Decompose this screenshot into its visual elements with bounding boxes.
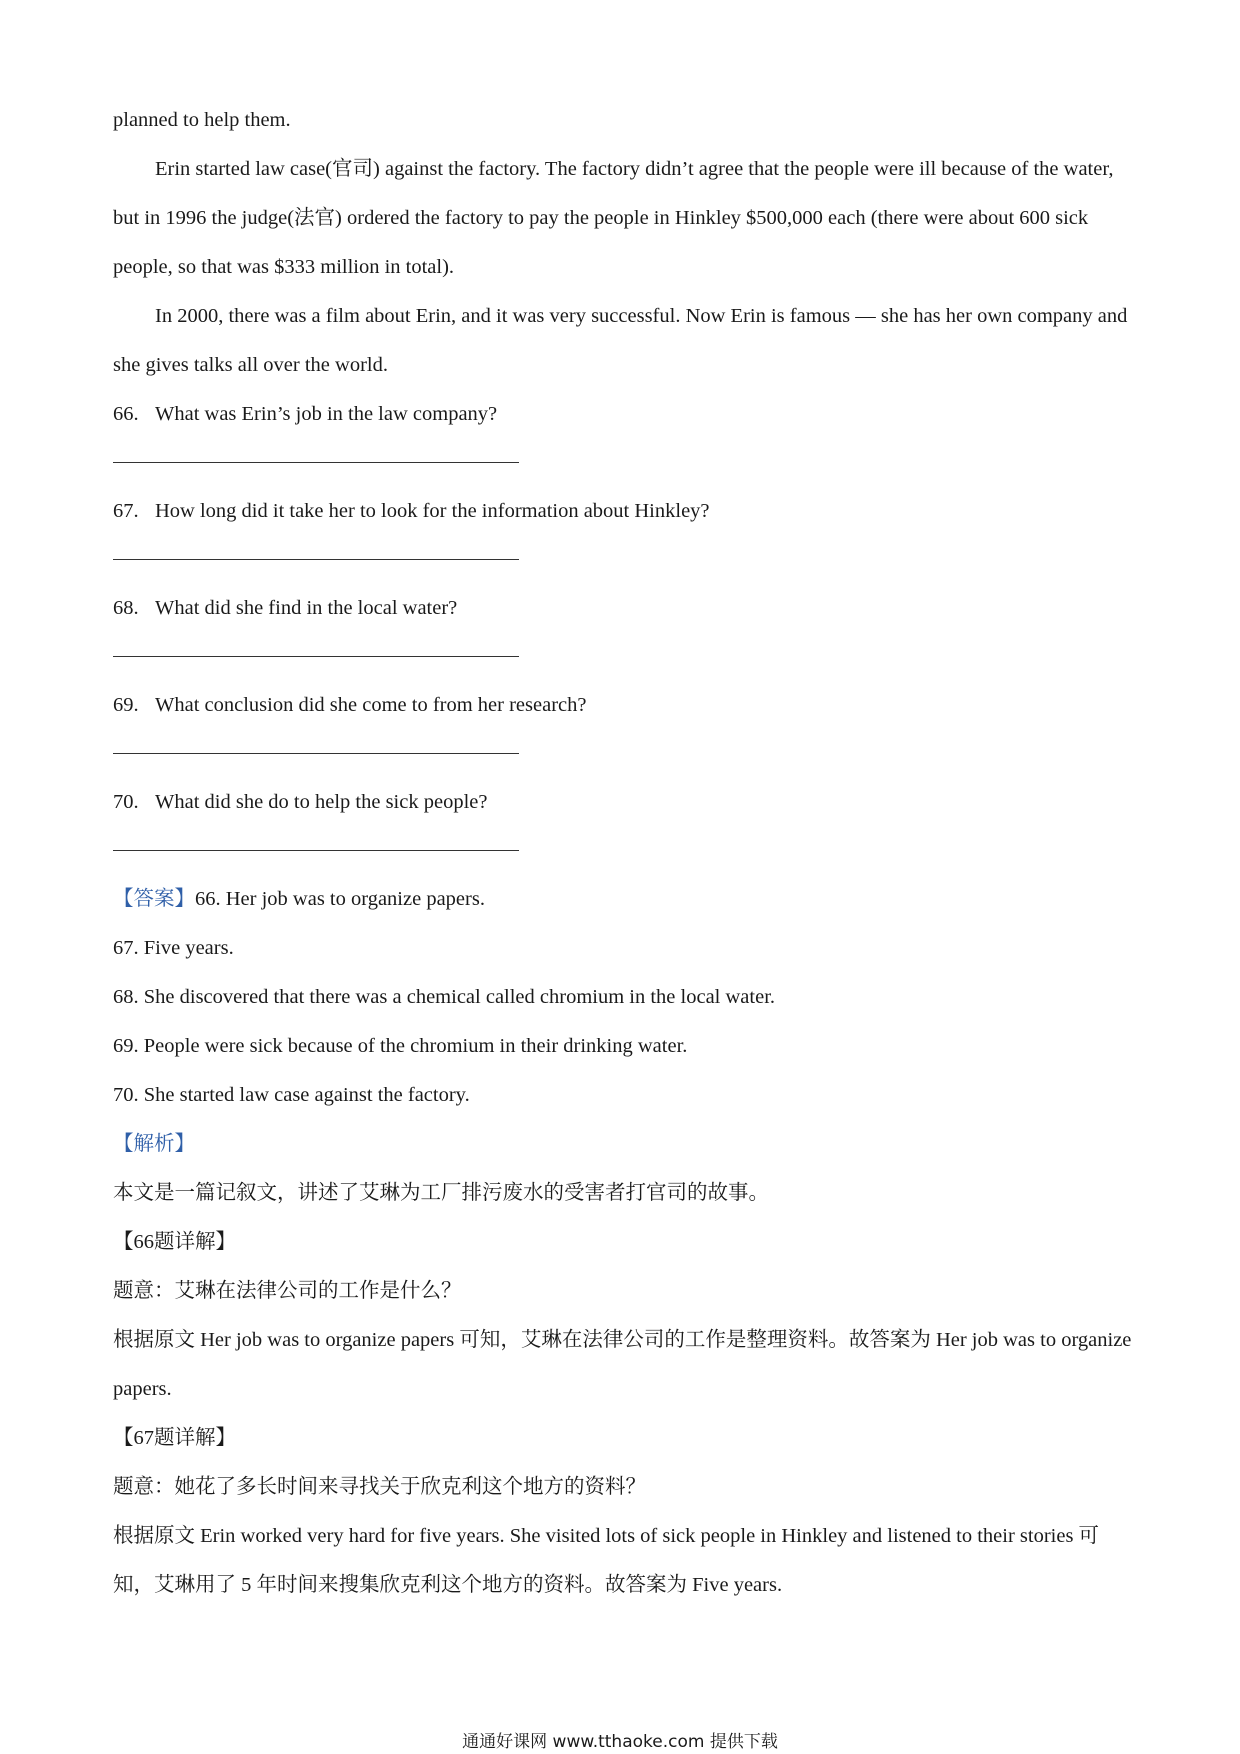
question-text: What did she do to help the sick people? bbox=[155, 791, 488, 813]
question-number: 68. bbox=[113, 597, 139, 619]
detail-67-meaning: 题意：她花了多长时间来寻找关于欣克利这个地方的资料？ bbox=[113, 1476, 646, 1498]
question-text: What conclusion did she come to from her research? bbox=[155, 694, 587, 716]
answer-item: 67. Five years. bbox=[113, 937, 234, 959]
question-68 bbox=[113, 584, 1133, 657]
question-number: 66. bbox=[113, 403, 139, 425]
question-text: What was Erin’s job in the law company? bbox=[155, 403, 498, 425]
detail-66-title: 【66题详解】 bbox=[113, 1231, 236, 1253]
question-number: 67. bbox=[113, 500, 139, 522]
answer-blank[interactable] bbox=[113, 850, 519, 851]
question-66 bbox=[113, 390, 1133, 463]
answer-item: 70. She started law case against the factory. bbox=[113, 1084, 470, 1106]
passage-line: planned to help them. bbox=[113, 109, 291, 131]
answer-item: 66. Her job was to organize papers. bbox=[195, 888, 485, 910]
analysis-tag: 【解析】 bbox=[113, 1133, 195, 1155]
passage-paragraph: Erin started law case(官司) against the factory. The factory didn’t agree that the people were ill because of the water, but in 1996 the judge(法官) ordered the factory to pay the people in Hinkley $500,000 each (there were about 600 sick people, so that was $333 million in total). bbox=[113, 158, 1114, 278]
answer-line bbox=[113, 875, 1133, 924]
detail-66-explain: 根据原文 Her job was to organize papers 可知，艾琳在法律公司的工作是整理资料。故答案为 Her job was to organize papers. bbox=[113, 1329, 1132, 1400]
question-70 bbox=[113, 778, 1133, 851]
question-text: How long did it take her to look for the information about Hinkley? bbox=[155, 500, 710, 522]
answer-blank[interactable] bbox=[113, 656, 519, 657]
answer-blank[interactable] bbox=[113, 753, 519, 754]
answer-blank[interactable] bbox=[113, 462, 519, 463]
document-page bbox=[113, 96, 1133, 1610]
question-69 bbox=[113, 681, 1133, 754]
analysis-summary: 本文是一篇记叙文，讲述了艾琳为工厂排污废水的受害者打官司的故事。 bbox=[113, 1182, 769, 1204]
passage-paragraph: In 2000, there was a film about Erin, and it was very successful. Now Erin is famous — she has her own company and she gives talks all over the world. bbox=[113, 305, 1128, 376]
answer-item: 69. People were sick because of the chromium in their drinking water. bbox=[113, 1035, 688, 1057]
question-number: 69. bbox=[113, 694, 139, 716]
answer-tag: 【答案】 bbox=[113, 888, 195, 910]
question-67 bbox=[113, 487, 1133, 560]
answer-blank[interactable] bbox=[113, 559, 519, 560]
question-text: What did she find in the local water? bbox=[155, 597, 458, 619]
detail-66-meaning: 题意：艾琳在法律公司的工作是什么？ bbox=[113, 1280, 462, 1302]
answer-item: 68. She discovered that there was a chemical called chromium in the local water. bbox=[113, 986, 776, 1008]
question-number: 70. bbox=[113, 791, 139, 813]
page-footer: 通通好课网 www.tthaoke.com 提供下载 bbox=[462, 1732, 778, 1752]
detail-67-explain: 根据原文 Erin worked very hard for five years. She visited lots of sick people in Hinkley and listened to their stories 可知，艾琳用了 5 年时间来搜集欣克利这个地方的资料。故答案为 Five years. bbox=[113, 1525, 1100, 1596]
detail-67-title: 【67题详解】 bbox=[113, 1427, 236, 1449]
